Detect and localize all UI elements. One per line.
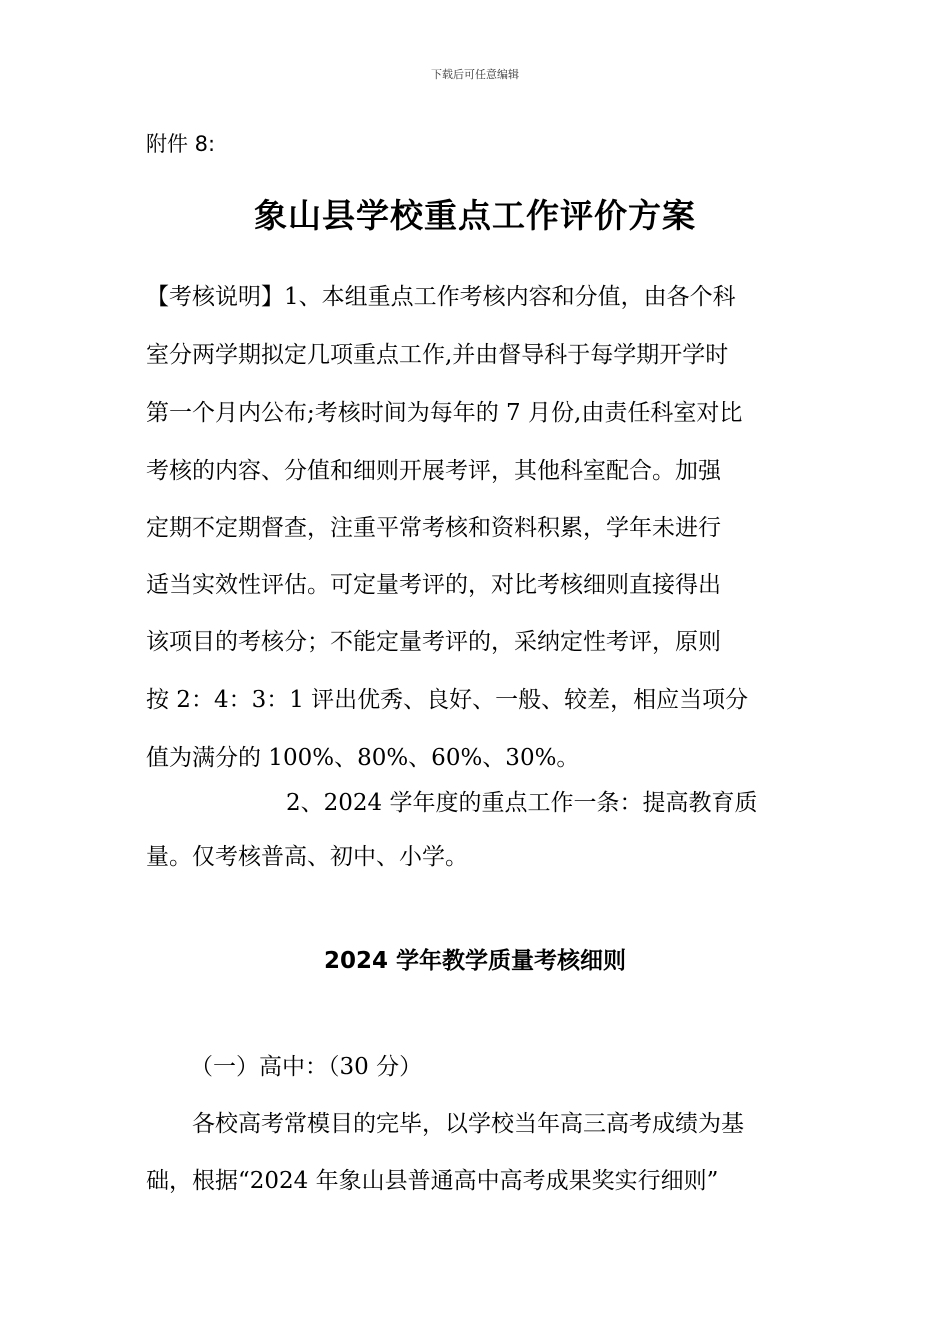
text-line: 量。仅考核普高、初中、小学。 <box>146 844 468 870</box>
text-line: 室分两学期拟定几项重点工作,并由督导科于每学期开学时 <box>146 342 729 368</box>
text-line: 适当实效性评估。可定量考评的，对比考核细则直接得出 <box>146 572 721 598</box>
text-line: 该项目的考核分；不能定量考评的，采纳定性考评，原则 <box>146 629 721 655</box>
text-line: 础，根据“2024 年象山县普通高中高考成果奖实行细则” <box>146 1168 719 1194</box>
text-line: 【考核说明】1、本组重点工作考核内容和分值，由各个科 <box>146 284 736 310</box>
section-title: 2024 学年教学质量考核细则 <box>323 948 627 974</box>
text-line: 第一个月内公布;考核时间为每年的 7 月份,由责任科室对比 <box>146 400 743 426</box>
header-note: 下载后可任意编辑 <box>431 68 519 81</box>
text-line: 定期不定期督查，注重平常考核和资料积累，学年未进行 <box>146 515 721 541</box>
text-line: 按 2：4：3：1 评出优秀、良好、一般、较差，相应当项分 <box>146 687 749 713</box>
text-line: 值为满分的 100%、80%、60%、30%。 <box>146 745 580 771</box>
attachment-label: 附件 8: <box>146 132 216 156</box>
text-line: 各校高考常模目的完毕，以学校当年高三高考成绩为基 <box>192 1111 744 1137</box>
document-title: 象山县学校重点工作评价方案 <box>254 196 696 235</box>
text-line: 考核的内容、分值和细则开展考评，其他科室配合。加强 <box>146 458 721 484</box>
text-line: 2、2024 学年度的重点工作一条：提高教育质 <box>286 790 758 816</box>
subsection-heading: （一）高中：（30 分） <box>190 1054 423 1080</box>
